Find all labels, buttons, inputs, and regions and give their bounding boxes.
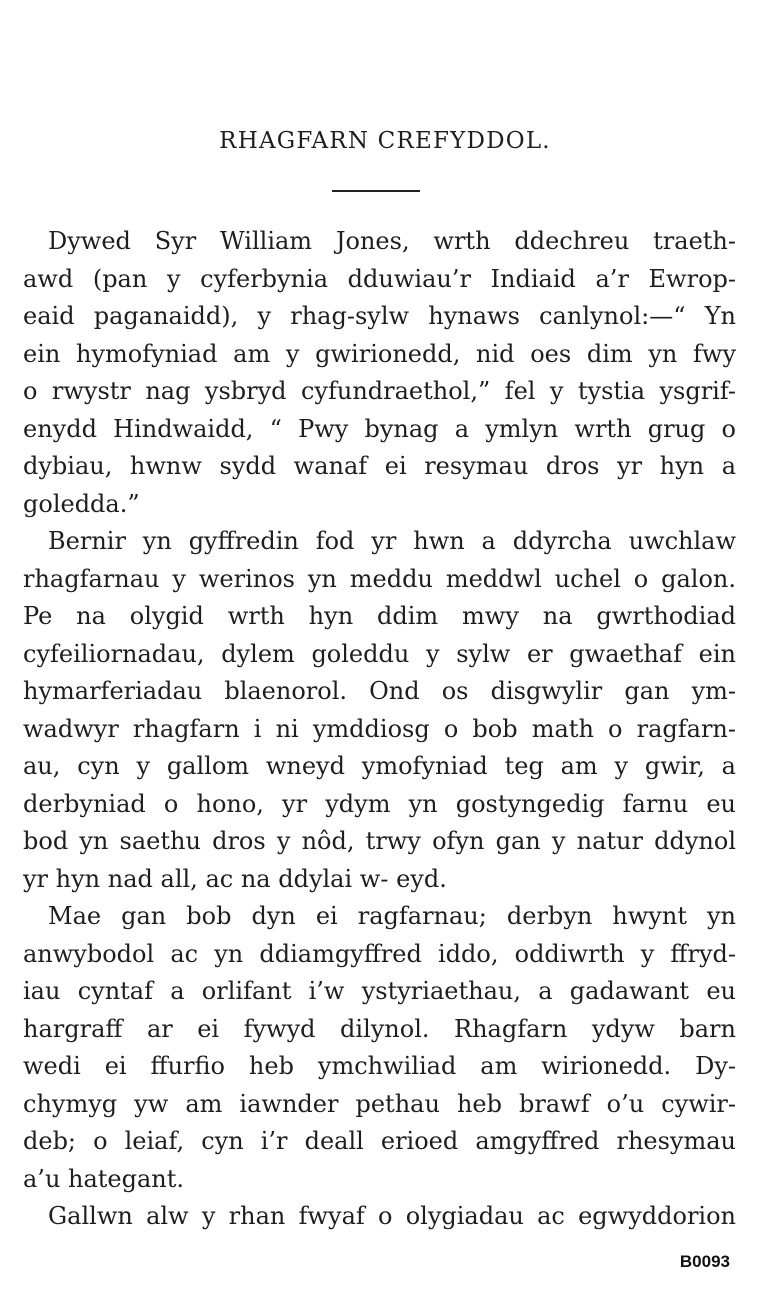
text-line: au, cyn y gallom wneyd ymofyniad teg am y gwir, a [23, 752, 736, 780]
text-line: wedi ei ffurfio heb ymchwiliad am wirionedd. Dy- [23, 1052, 736, 1080]
paragraph [23, 223, 736, 523]
chapter-title: RHAGFARN CREFYDDOL. [219, 128, 551, 154]
text-line: eaid paganaidd), y rhag-sylw hynaws canlynol:—“ Yn [23, 302, 736, 330]
text-line: goledda.” [23, 489, 140, 518]
text-line: bod yn saethu dros y nôd, trwy ofyn gan y natur ddynol [23, 827, 736, 855]
text-line: chymyg yw am iawnder pethau heb brawf o’u cywir- [23, 1089, 736, 1118]
text-line: enydd Hindwaidd, “ Pwy bynag a ymlyn wrth grug o [23, 414, 736, 443]
text-line: hymarferiadau blaenorol. Ond os disgwylir gan ym- [23, 677, 736, 705]
page-code: B0093 [679, 1252, 730, 1271]
text-line: anwybodol ac yn ddiamgyffred iddo, oddiwrth y ffryd- [23, 939, 736, 968]
text-line: dybiau, hwnw sydd wanaf ei resymau dros yr hyn a [23, 452, 736, 480]
text-line: yr hyn nad all, ac na ddylai w- eyd. [23, 864, 447, 893]
text-line: rhagfarnau y werinos yn meddu meddwl uchel o galon. [23, 564, 736, 593]
paragraph [23, 523, 736, 898]
text-line: a’u hategant. [23, 1164, 185, 1193]
text-line: Bernir yn gyffredin fod yr hwn a ddyrcha uwchlaw [48, 527, 736, 555]
body-text [23, 223, 736, 1236]
text-line: Gallwn alw y rhan fwyaf o olygiadau ac egwyddorion [48, 1202, 736, 1230]
text-line: Mae gan bob dyn ei ragfarnau; derbyn hwynt yn [48, 902, 736, 930]
title-rule [332, 190, 420, 192]
text-line: Dywed Syr William Jones, wrth ddechreu traeth- [48, 227, 736, 255]
paragraph [23, 1198, 736, 1236]
text-line: o rwystr nag ysbryd cyfundraethol,” fel y tystia ysgrif- [23, 377, 736, 405]
text-line: cyfeiliornadau, dylem goleddu y sylw er gwaethaf ein [23, 639, 736, 668]
paragraph [23, 898, 736, 1198]
text-line: deb; o leiaf, cyn i’r deall erioed amgyffred rhesymau [23, 1127, 736, 1155]
text-line: iau cyntaf a orlifant i’w ystyriaethau, a gadawant eu [23, 977, 736, 1005]
text-line: awd (pan y cyferbynia dduwiau’r Indiaid a’r Ewrop- [23, 264, 736, 293]
text-line: derbyniad o hono, yr ydym yn gostyngedig farnu eu [23, 789, 736, 818]
text-line: wadwyr rhagfarn i ni ymddiosg o bob math o ragfarn- [23, 714, 736, 743]
text-line: Pe na olygid wrth hyn ddim mwy na gwrthodiad [23, 602, 736, 630]
text-line: ein hymofyniad am y gwirionedd, nid oes dim yn fwy [23, 339, 736, 368]
text-line: hargraff ar ei fywyd dilynol. Rhagfarn ydyw barn [23, 1014, 736, 1043]
